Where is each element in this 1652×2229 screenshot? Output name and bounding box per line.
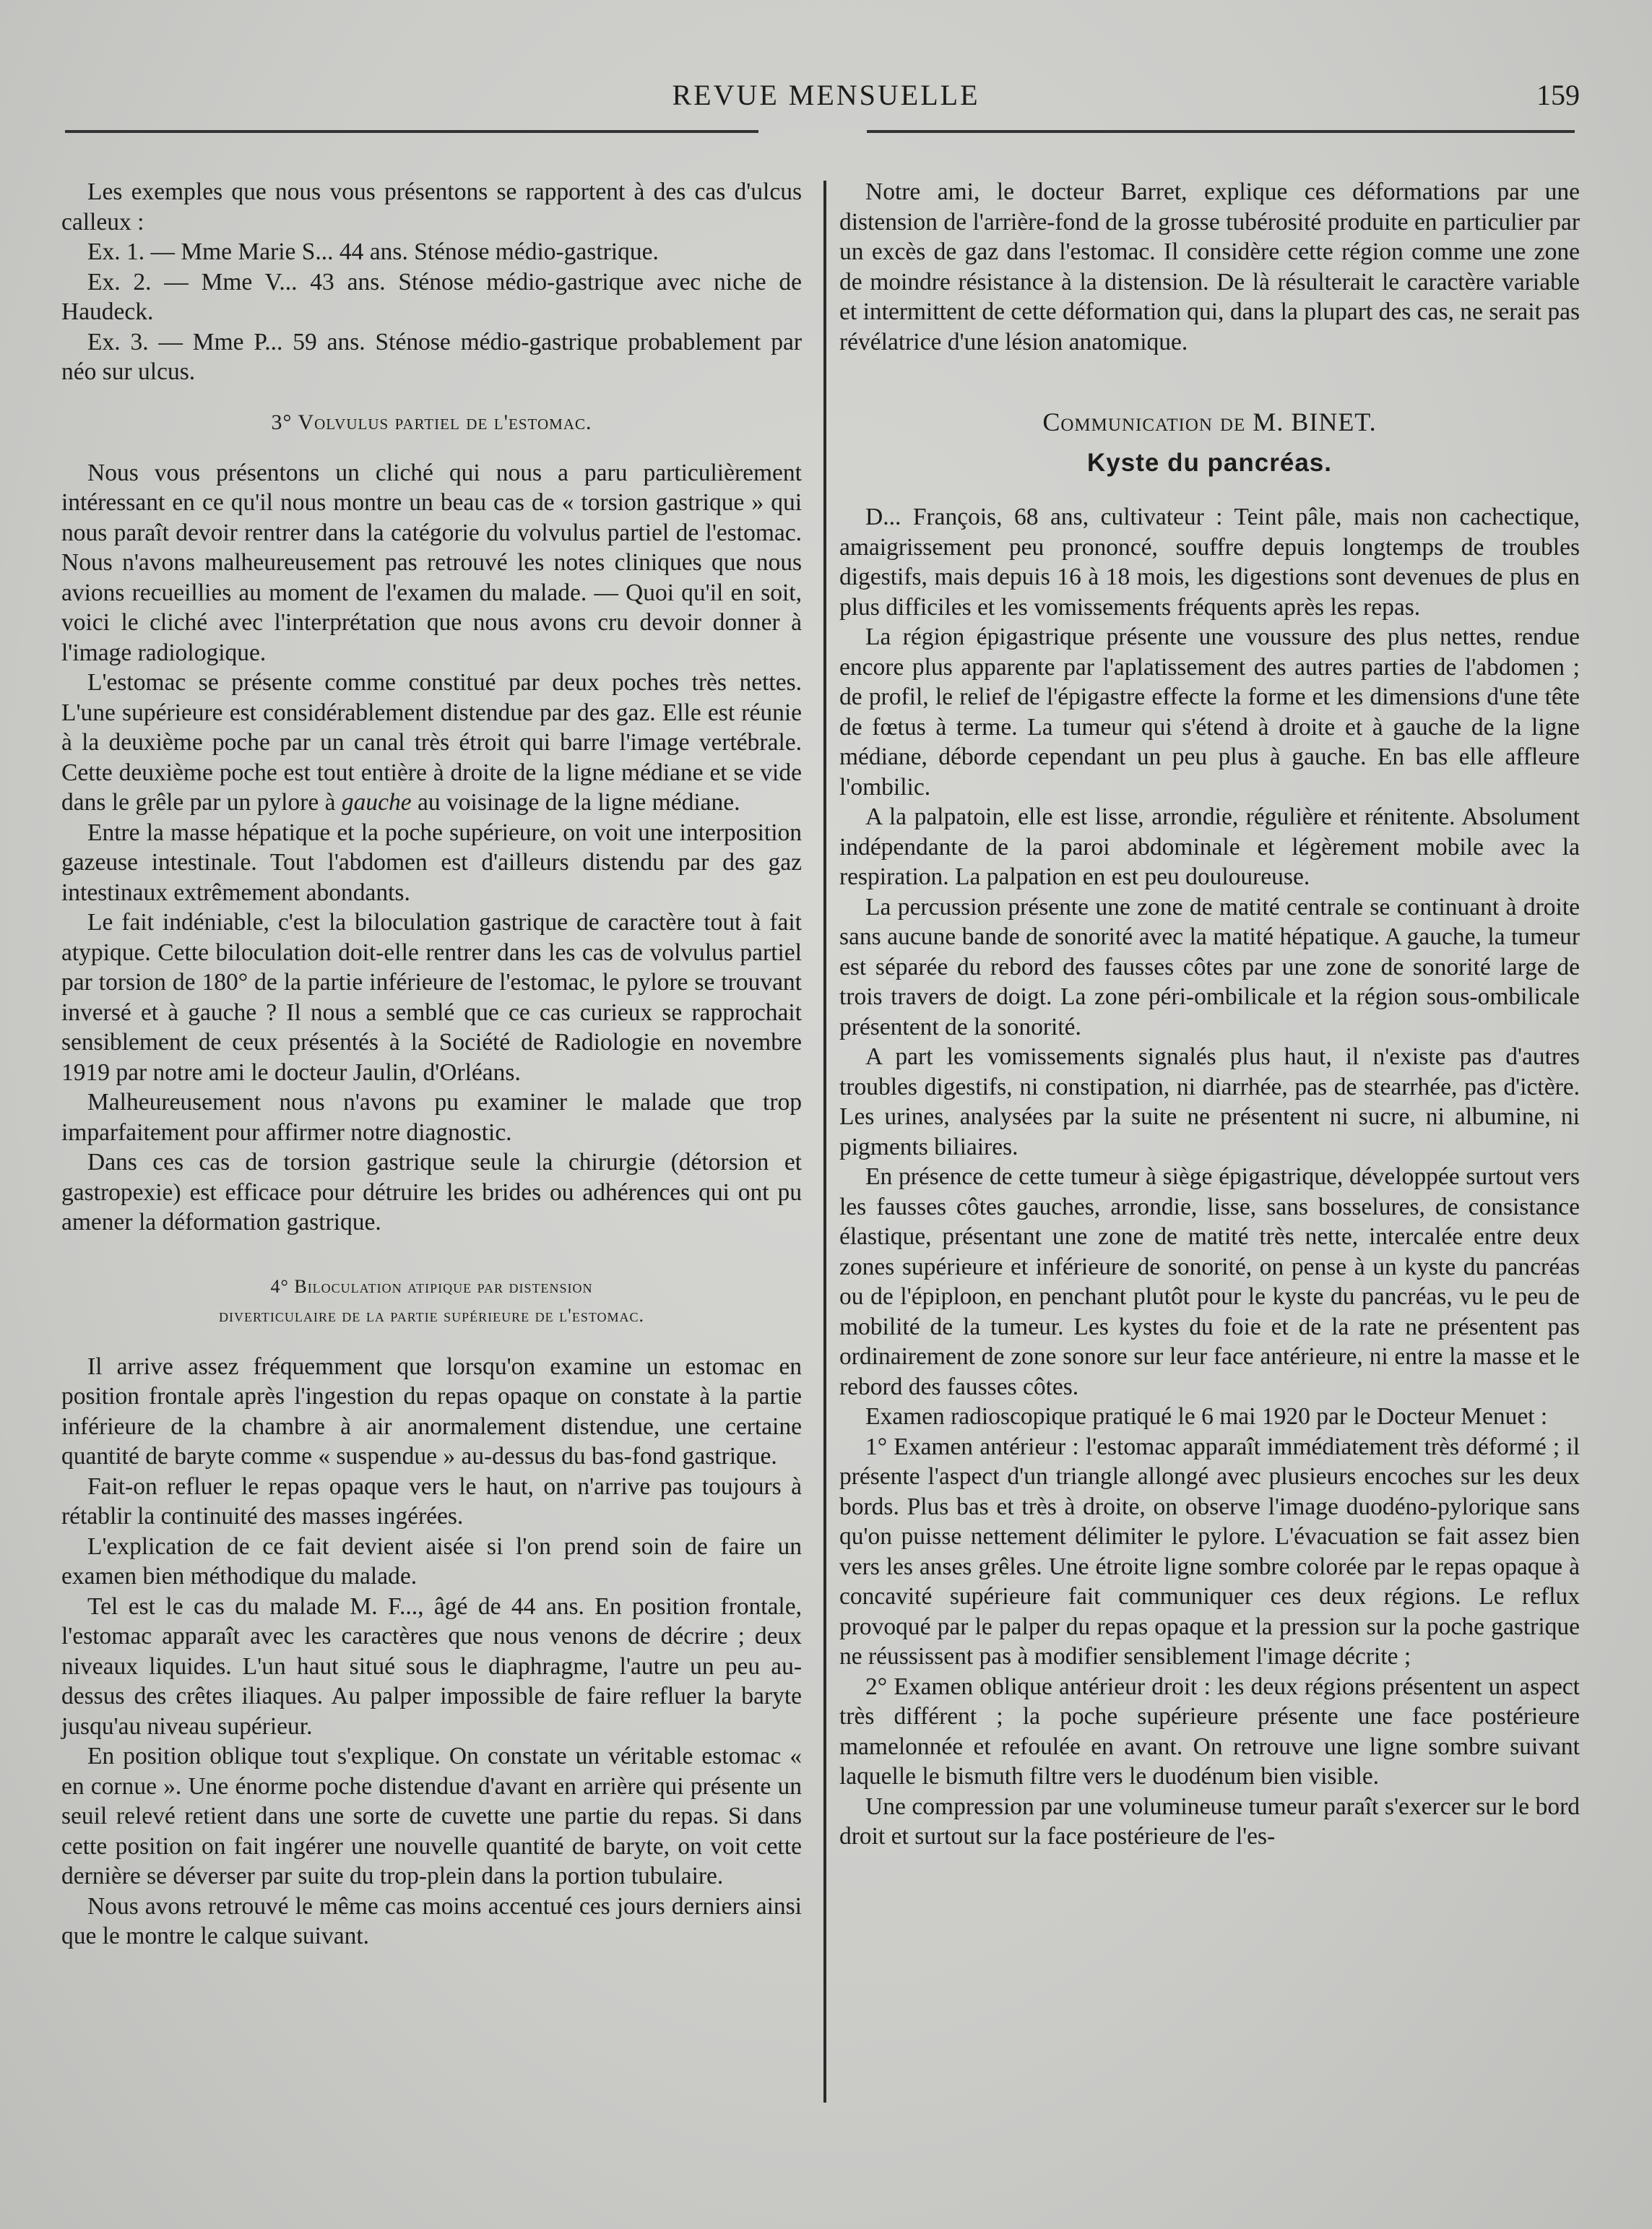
r-paragraph-8: Examen radioscopique pratiqué le 6 mai 1920 par le Docteur Menuet : bbox=[865, 1403, 1548, 1430]
page-number: 159 bbox=[1536, 79, 1580, 111]
example-3: Ex. 3. — Mme P... 59 ans. Sténose médio-gastrique probablement par néo sur ulcus. bbox=[61, 328, 802, 385]
s3-paragraph-4: Le fait indéniable, c'est la biloculation gastrique de caractère tout à fait atypique. Cette biloculation doit-elle rentrer dans les cas de volvulus partiel par torsion de 180° de la partie inférieure de l'estomac, le pylore se trouvant inversé et à gauche ? Il nous a semblé que ce cas curieux se rapprochait sensiblement de ceux présentés à la Société de Radiologie en novembre 1919 par notre ami le docteur Jaulin, d'Orléans. bbox=[61, 909, 802, 1086]
s4-paragraph-5: En position oblique tout s'explique. On constate un véritable estomac « en cornue ». Une énorme poche distendue d'avant en arrière qui présente un seuil relevé retient dans une sorte de cuvette une partie du repas. Si dans cette position on fait ingérer une nouvelle quantité de baryte, on voit cette dernière se déverser par suite du trop-plein dans la portion tubulaire. bbox=[61, 1743, 802, 1889]
right-column bbox=[839, 177, 1580, 1852]
r-paragraph-4: A la palpatoin, elle est lisse, arrondie, régulière et rénitente. Absolument indépendante de la paroi abdominale et légèrement mobile avec la respiration. La palpation en est peu douloureuse. bbox=[839, 803, 1580, 890]
s4-paragraph-2: Fait-on refluer le repas opaque vers le haut, on n'arrive pas toujours à rétablir la continuité des masses ingérées. bbox=[61, 1473, 802, 1530]
r-paragraph-6: A part les vomissements signalés plus haut, il n'existe pas d'autres troubles digestifs, ni constipation, ni diarrhée, pas de stearrhée, pas d'ictère. Les urines, analysées par la suite ne présentent ni sucre, ni albumine, ni pigments biliaires. bbox=[839, 1043, 1580, 1160]
section-4-heading-line-1: 4° Biloculation atipique par distension bbox=[270, 1275, 593, 1297]
section-3-heading: 3° Volvulus partiel de l'estomac. bbox=[271, 410, 592, 434]
s3-paragraph-6: Dans ces cas de torsion gastrique seule la chirurgie (détorsion et gastropexie) est efficace pour détruire les brides ou adhérences qui ont pu amener la déformation gastrique. bbox=[61, 1149, 802, 1236]
r-paragraph-9: 1° Examen antérieur : l'estomac apparaît immédiatement très déformé ; il présente l'aspect d'un triangle allongé avec plusieurs encoches sur les deux bords. Plus bas et très à droite, on observe l'image duodéno-pylorique sans qu'on puisse nettement délimiter le pylore. L'évacuation se fait assez bien vers les anses grêles. Une étroite ligne sombre colorée par le repas opaque à concavité supérieure fait communiquer ces deux régions. Le reflux provoqué par le palper du repas opaque et la pression sur la poche gastrique ne réussissent pas à modifier sensiblement l'image décrite ; bbox=[839, 1433, 1580, 1670]
r-paragraph-10: 2° Examen oblique antérieur droit : les deux régions présentent un aspect très différent ; la poche supérieure présente une face postérieure mamelonnée et refoulée en avant. On retrouve une ligne sombre suivant laquelle le bismuth filtre vers le duodénum bien visible. bbox=[839, 1673, 1580, 1790]
section-4-heading bbox=[61, 1272, 802, 1330]
section-4-heading-line-2: diverticulaire de la partie supérieure de l'estomac. bbox=[218, 1304, 645, 1326]
s4-paragraph-1: Il arrive assez fréquemment que lorsqu'on examine un estomac en position frontale après l'ingestion du repas opaque on constate à la partie inférieure de la chambre à air anormalement distendue, une certaine quantité de baryte comme « suspendue » au-dessus du bas-fond gastrique. bbox=[61, 1353, 802, 1470]
example-2: Ex. 2. — Mme V... 43 ans. Sténose médio-gastrique avec niche de Haudeck. bbox=[61, 268, 802, 325]
article-title: Kyste du pancréas. bbox=[1087, 448, 1332, 477]
header-rule-right bbox=[867, 130, 1575, 133]
r-paragraph-5: La percussion présente une zone de matité centrale se continuant à droite sans aucune bande de sonorité avec la matité hépatique. A gauche, la tumeur est séparée du rebord des fausses côtes par une zone de sonorité large de trois travers de doigt. La zone péri-ombilicale et la région sous-ombilicale présentent de la sonorité. bbox=[839, 893, 1580, 1040]
r-paragraph-3: La région épigastrique présente une voussure des plus nettes, rendue encore plus apparente par l'aplatissement des autres parties de l'abdomen ; de profil, le relief de l'épigastre effecte la forme et les dimensions d'une tête de fœtus à terme. La tumeur qui s'étend à droite et à gauche de la ligne médiane, déborde cependant un peu plus à gauche. En bas elle affleure l'ombilic. bbox=[839, 624, 1580, 801]
r-paragraph-1: Notre ami, le docteur Barret, explique ces déformations par une distension de l'arrière-fond de la grosse tubérosité produite en particulier par un excès de gaz dans l'estomac. Il considère cette région comme une zone de moindre résistance à la distension. De là résulterait le caractère variable et intermittent de cette déformation qui, dans la plupart des cas, ne serait pas révélatrice d'une lésion anatomique. bbox=[839, 178, 1580, 355]
header-rule-left bbox=[65, 130, 758, 133]
s4-paragraph-3: L'explication de ce fait devient aisée si l'on prend soin de faire un examen bien méthodique du malade. bbox=[61, 1532, 802, 1590]
s3-paragraph-2-a: L'estomac se présente comme constitué par deux poches très nettes. L'une supérieure est considérablement distendue par des gaz. Elle est réunie à la deuxième poche par un canal très étroit qui barre l'image vertébrale. Cette deuxième poche est tout entière à droite de la ligne médiane et se vide dans le grêle par un pylore à bbox=[61, 669, 802, 816]
s3-paragraph-2-emphasis: gauche bbox=[341, 789, 412, 816]
s3-paragraph-5: Malheureusement nous n'avons pu examiner le malade que trop imparfaitement pour affirmer notre diagnostic. bbox=[61, 1089, 802, 1146]
running-head bbox=[0, 78, 1652, 114]
example-1: Ex. 1. — Mme Marie S... 44 ans. Sténose médio-gastrique. bbox=[87, 238, 659, 265]
s3-paragraph-2 bbox=[61, 668, 802, 818]
communication-heading: Communication de M. BINET. bbox=[1042, 408, 1377, 436]
r-paragraph-2: D... François, 68 ans, cultivateur : Teint pâle, mais non cachectique, amaigrissement peu prononcé, souffre depuis longtemps de troubles digestifs, mais depuis 16 à 18 mois, les digestions sont devenues de plus en plus difficiles et les vomissements fréquents après les repas. bbox=[839, 504, 1580, 621]
r-paragraph-11: Une compression par une volumineuse tumeur paraît s'exercer sur le bord droit et surtout sur la face postérieure de l'es- bbox=[839, 1793, 1580, 1850]
s3-paragraph-1: Nous vous présentons un cliché qui nous a paru particulièrement intéressant en ce qu'il nous montre un beau cas de « torsion gastrique » qui nous paraît devoir rentrer dans la catégorie du volvulus partiel de l'estomac. Nous n'avons malheureusement pas retrouvé les notes cliniques que nous avions recueillies au moment de l'examen du malade. — Quoi qu'il en soit, voici le cliché avec l'interprétation que nous avons cru devoir donner à l'image radiologique. bbox=[61, 459, 802, 666]
running-title: REVUE MENSUELLE bbox=[672, 79, 980, 111]
s3-paragraph-2-b: au voisinage de la ligne médiane. bbox=[411, 789, 740, 816]
r-paragraph-7: En présence de cette tumeur à siège épigastrique, développée surtout vers les fausses côtes gauches, arrondie, lisse, sans bosselures, de consistance élastique, présentant une zone de matité très nette, intercalée entre deux zones supérieure et inférieure de sonorité, on pense à un kyste du pancréas ou de l'épiploon, en penchant plutôt pour le kyste du pancréas, vu le peu de mobilité de la tumeur. Les kystes du foie et de la rate ne présentent pas ordinairement de zone sonore sur leur face antérieure, ni entre la masse et le rebord des fausses côtes. bbox=[839, 1163, 1580, 1400]
s4-paragraph-4: Tel est le cas du malade M. F..., âgé de 44 ans. En position frontale, l'estomac apparaît avec les caractères que nous venons de décrire ; deux niveaux liquides. L'un haut situé sous le diaphragme, l'autre un peu au-dessus des crêtes iliaques. Au palper impossible de faire refluer la baryte jusqu'au niveau supérieur. bbox=[61, 1592, 802, 1740]
column-divider bbox=[823, 181, 826, 2103]
intro-paragraph: Les exemples que nous vous présentons se rapportent à des cas d'ulcus calleux : bbox=[61, 178, 802, 236]
left-column bbox=[61, 177, 802, 1952]
s4-paragraph-6: Nous avons retrouvé le même cas moins accentué ces jours derniers ainsi que le montre le calque suivant. bbox=[61, 1892, 802, 1949]
s3-paragraph-3: Entre la masse hépatique et la poche supérieure, on voit une interposition gazeuse intestinale. Tout l'abdomen est d'ailleurs distendu par des gaz intestinaux extrêmement abondants. bbox=[61, 819, 802, 906]
